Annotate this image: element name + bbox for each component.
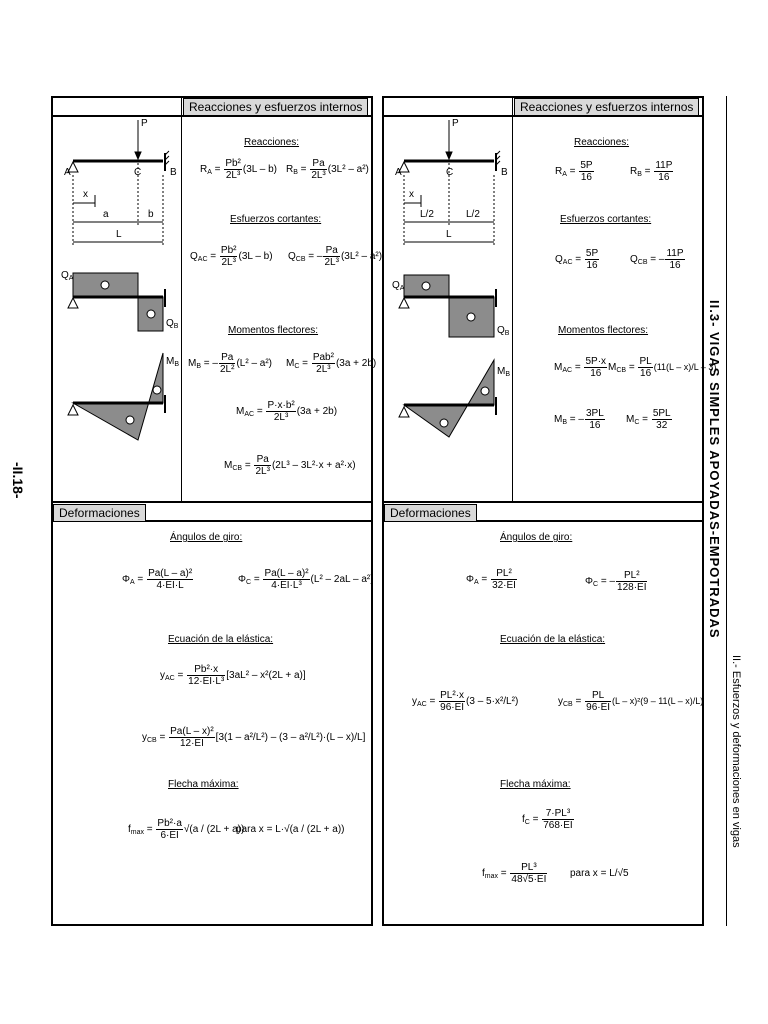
page-number: -II.18-	[10, 462, 26, 499]
left-diag-a: a	[103, 209, 109, 220]
left-RA: $R_A$ = $\frac{\text{Pb²}}{\text{2L³}}$ (3L – b)	[200, 158, 277, 181]
left-phiA: $\Phi_A$ = $\frac{\text{Pa(L – a)²}}{4\cdot EI\cdot L}$	[122, 568, 193, 591]
right-diag-QA: $Q_A$	[392, 280, 405, 292]
left-phiC: $\Phi_C$ = $\frac{\text{Pa(L – a)²}}{\text{4·EI·L³}}$ (L² – 2aL – a²)	[238, 568, 374, 591]
right-diag-L2a: L/2	[420, 209, 434, 220]
right-diag-MB: $M_B$	[497, 366, 511, 378]
left-MAC: $M_{AC}$ = $\frac{\text{P·x·b²}}{\text{2L³}}$ (3a + 2b)	[236, 400, 338, 423]
right-angulos-heading: Ángulos de giro:	[500, 532, 573, 543]
right-diag-A: A	[395, 167, 402, 178]
left-diag-QB: $Q_B$	[166, 318, 179, 330]
left-diag-P: P	[141, 118, 148, 129]
right-para: para x = L/√5	[570, 868, 629, 879]
right-phiA: $\Phi_A$ = $\frac{\text{PL²}}{32\cdot EI}$	[466, 568, 516, 591]
right-MC: $M_C$ = $\frac{5PL}{32}$	[626, 408, 671, 431]
left-beam-diagram	[55, 115, 179, 500]
left-diag-C: C	[134, 167, 142, 178]
right-momentos-heading: Momentos flectores:	[558, 325, 649, 336]
left-para: para x = L·√(a / (2L + a))	[236, 824, 345, 835]
tab-deformaciones-left: Deformaciones	[53, 504, 146, 522]
right-diag-L2b: L/2	[466, 209, 480, 220]
tab-reacciones-right: Reacciones y esfuerzos internos	[514, 98, 699, 116]
left-diag-b: b	[148, 209, 154, 220]
left-flecha-heading: Flecha máxima:	[168, 779, 239, 790]
left-reacciones-heading: Reacciones:	[244, 137, 300, 148]
right-elastica-heading: Ecuación de la elástica:	[500, 634, 606, 645]
right-MCB: $M_{CB}$ = $\frac{PL}{16}$ (11(L – x)/L – 3)	[608, 356, 717, 379]
tab-reacciones-left: Reacciones y esfuerzos internos	[183, 98, 368, 116]
left-elastica-heading: Ecuación de la elástica:	[168, 634, 274, 645]
right-QAC: $Q_{AC}$ = $\frac{5P}{16}$	[555, 248, 599, 271]
side-subtitle: II.- Esfuerzos y deformaciones en vigas	[730, 655, 742, 848]
right-RB: $R_B$ = $\frac{11P}{16}$	[630, 160, 673, 183]
left-MC: $M_C$ = Pab² 2L³ (3a + 2b)	[286, 352, 377, 375]
left-diag-L: L	[116, 229, 122, 240]
right-reacciones-heading: Reacciones:	[574, 137, 630, 148]
right-diag-B: B	[501, 167, 508, 178]
right-yCB: $y_{CB}$ = $\frac{PL}{96\cdot EI}$ (L – x)²(9 – 11(L – x)/L)	[558, 690, 704, 713]
left-MB: $M_B$ = – $\frac{Pa}{\text{2L²}}$ (L² – a²)	[188, 352, 272, 375]
left-fmax: $f_{max}$ = $\frac{\text{Pb²·a}}{6\cdot EI}$ √(a / (2L + a))	[128, 818, 245, 841]
right-QCB: $Q_{CB}$ = – $\frac{11P}{16}$	[630, 248, 684, 271]
left-yCB: $y_{CB}$ = $\frac{\text{Pa(L – x)²}}{12\cdot EI}$ [3(1 – a²/L²) – (3 – a²/L²)·(L – x)/L]	[142, 726, 366, 749]
right-diag-C: C	[446, 167, 454, 178]
left-diag-x: x	[83, 189, 88, 200]
left-angulos-heading: Ángulos de giro:	[170, 532, 243, 543]
right-fmax: $f_{max}$ = $\frac{\text{PL³}}{48√5\cdot EI}$	[482, 862, 547, 885]
right-MB: $M_B$ = – $\frac{3PL}{16}$	[554, 408, 604, 431]
right-yAC: $y_{AC}$ = $\frac{\text{PL²·x}}{96\cdot EI}$ (3 – 5·x²/L²)	[412, 690, 519, 713]
left-RB: $R_B$ = $\frac{Pa}{\text{2L³}}$ (3L² – a²)	[286, 158, 369, 181]
left-diag-QA: $Q_A$	[61, 270, 74, 282]
left-QAC: $Q_{AC}$ = $\frac{\text{Pb²}}{\text{2L³}}$ (3L – b)	[190, 245, 273, 268]
left-QCB: $Q_{CB}$ = – $\frac{Pa}{\text{2L³}}$ (3L² – a²)	[288, 245, 383, 268]
right-diag-x: x	[409, 189, 414, 200]
right-diag-P: P	[452, 118, 459, 129]
left-MCB: $M_{CB}$ = $\frac{Pa}{\text{2L³}}$ (2L³ – 3L²·x + a²·x)	[224, 454, 356, 477]
side-title: II.3- VIGAS SIMPLES APOYADAS-EMPOTRADAS	[707, 300, 722, 639]
right-cortantes-heading: Esfuerzos cortantes:	[560, 214, 652, 225]
right-RA: $R_A$ = $\frac{5P}{16}$	[555, 160, 593, 183]
right-phiC: $\Phi_C$ = – $\frac{\text{PL²}}{128\cdot EI}$	[585, 570, 647, 593]
left-cortantes-heading: Esfuerzos cortantes:	[230, 214, 322, 225]
tab-deformaciones-right: Deformaciones	[384, 504, 477, 522]
right-fC: $f_C$ = $\frac{\text{7·PL³}}{768\cdot EI}$	[522, 808, 573, 831]
right-flecha-heading: Flecha máxima:	[500, 779, 571, 790]
left-diag-B: B	[170, 167, 177, 178]
right-diag-QB: $Q_B$	[497, 325, 510, 337]
left-yAC: $y_{AC}$ = $\frac{\text{Pb²·x}}{\text{12·EI·L³}}$ [3aL² – x²(2L + a)]	[160, 664, 306, 687]
right-diag-L: L	[446, 229, 452, 240]
left-diag-A: A	[64, 167, 71, 178]
left-momentos-heading: Momentos flectores:	[228, 325, 319, 336]
left-diag-MB: $M_B$	[166, 356, 180, 368]
right-MAC: $M_{AC}$ = $\frac{5P\cdot x}{16}$	[554, 356, 607, 379]
